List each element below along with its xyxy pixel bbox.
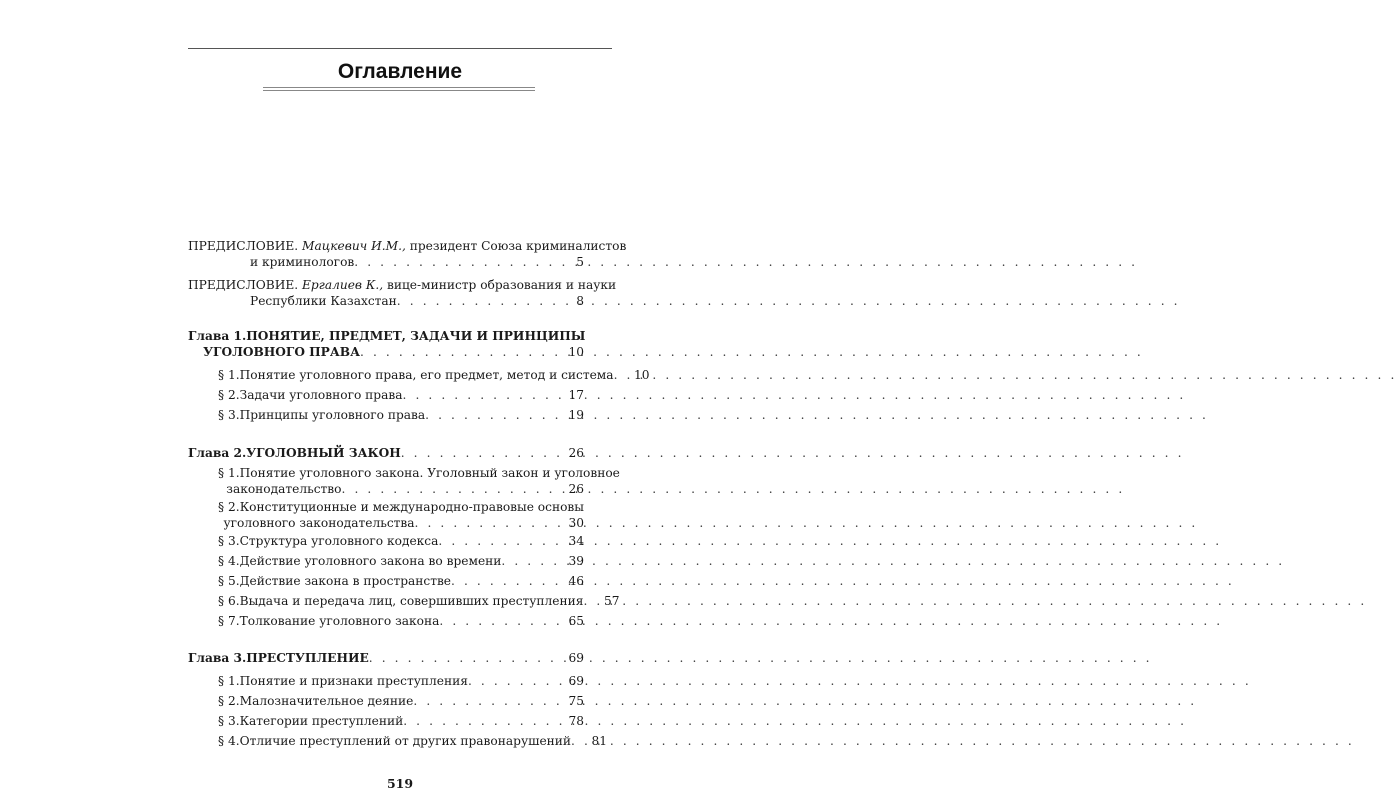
toc-section-entry — [188, 533, 584, 549]
entry-line — [188, 693, 584, 709]
toc-section-entry — [188, 407, 584, 423]
entry-title: Действие закона в пространстве — [239, 574, 452, 588]
entry-line — [188, 533, 584, 549]
toc-section-entry — [188, 693, 584, 709]
entry-line — [188, 515, 584, 531]
dot-leader — [415, 515, 558, 531]
entry-page-number: 81 — [591, 734, 608, 748]
dot-leader — [439, 613, 558, 629]
entry-page-number: 65 — [568, 614, 584, 628]
entry-line — [188, 650, 584, 666]
entry-line — [188, 293, 584, 309]
entry-title: Принципы уголовного права — [239, 408, 426, 422]
dot-leader — [438, 533, 558, 549]
dot-leader — [354, 254, 558, 270]
toc-chapter-entry — [188, 328, 584, 360]
toc-section-entry — [188, 499, 584, 531]
entry-label: Глава 3. — [188, 651, 247, 665]
toc-section-entry — [188, 733, 608, 749]
entry-title: ПОНЯТИЕ, ПРЕДМЕТ, ЗАДАЧИ И ПРИНЦИПЫ — [246, 329, 586, 343]
dot-leader — [583, 593, 593, 609]
entry-label: § 7. — [218, 614, 240, 628]
entry-page-number: 34 — [568, 534, 584, 548]
page-title: Оглавление — [337, 60, 463, 83]
dot-leader — [403, 713, 558, 729]
toc-preface-entry — [188, 277, 617, 309]
entry-line — [188, 733, 608, 749]
entry-label: § 3. — [218, 534, 240, 548]
entry-page-number: 26 — [568, 446, 584, 460]
preface-text: вице-министр образования и науки — [386, 278, 617, 292]
entry-line — [188, 613, 584, 629]
entry-label: § 2. — [218, 388, 240, 402]
dot-leader — [369, 650, 558, 666]
toc-section-entry — [188, 367, 650, 383]
entry-line — [188, 407, 584, 423]
toc-section-entry — [188, 465, 620, 497]
entry-title: уголовного законодательства — [223, 516, 415, 530]
dot-leader — [451, 573, 558, 589]
entry-label: § 3. — [218, 408, 240, 422]
dot-leader — [571, 733, 581, 749]
entry-line — [188, 328, 584, 344]
toc-preface-entry — [188, 238, 627, 270]
entry-title: Выдача и передача лиц, совершивших преступления — [239, 594, 584, 608]
entry-title: Задачи уголовного права — [239, 388, 403, 402]
preface-text: Республики Казахстан — [250, 294, 397, 308]
title-double-rule — [263, 87, 535, 91]
page-number: 519 — [386, 776, 414, 791]
entry-line — [188, 238, 627, 254]
entry-page-number: 10 — [634, 368, 650, 382]
entry-line — [188, 254, 584, 270]
entry-page-number: 10 — [568, 345, 584, 359]
toc-section-entry — [188, 553, 584, 569]
entry-label: Глава 2. — [188, 446, 247, 460]
entry-line — [188, 481, 584, 497]
entry-page-number: 69 — [568, 651, 584, 665]
entry-title: Структура уголовного кодекса — [239, 534, 439, 548]
entry-page-number: 30 — [568, 516, 584, 530]
entry-title: Толкование уголовного закона — [239, 614, 440, 628]
dot-leader — [468, 673, 558, 689]
top-rule — [188, 48, 612, 49]
entry-label: Глава 1. — [188, 329, 247, 343]
entry-page-number: 69 — [568, 674, 584, 688]
dot-leader — [360, 344, 558, 360]
preface-label: ПРЕДИСЛОВИЕ. — [188, 278, 299, 292]
dot-leader — [614, 367, 624, 383]
preface-author: Ергалиев К., — [301, 278, 384, 292]
entry-line — [188, 713, 584, 729]
toc-chapter-entry — [188, 650, 584, 666]
entry-page-number: 39 — [568, 554, 584, 568]
entry-page-number: 46 — [568, 574, 584, 588]
entry-title: Понятие уголовного закона. Уголовный закон и уголовное — [239, 466, 620, 480]
dot-leader — [403, 387, 558, 403]
entry-title: законодательство — [226, 482, 342, 496]
entry-title: Малозначительное деяние — [239, 694, 414, 708]
entry-title: Понятие и признаки преступления — [239, 674, 468, 688]
dot-leader — [413, 693, 558, 709]
dot-leader — [397, 293, 558, 309]
dot-leader — [501, 553, 558, 569]
entry-line — [188, 277, 617, 293]
entry-line — [188, 553, 584, 569]
dot-leader — [401, 445, 558, 461]
entry-label: § 2. — [218, 694, 240, 708]
preface-text: президент Союза криминалистов — [409, 239, 627, 253]
entry-label: § 4. — [218, 734, 240, 748]
entry-page-number: 26 — [568, 482, 584, 496]
entry-title: Конституционные и международно-правовые основы — [239, 500, 584, 514]
dot-leader — [342, 481, 559, 497]
entry-page-number: 75 — [568, 694, 584, 708]
entry-label: § 6. — [218, 594, 240, 608]
entry-label: § 1. — [218, 368, 240, 382]
toc-chapter-entry — [188, 445, 584, 461]
entry-title: Категории преступлений — [239, 714, 404, 728]
entry-page-number: 8 — [576, 294, 584, 308]
preface-text: и криминологов — [250, 255, 355, 269]
entry-line — [188, 465, 620, 481]
toc-section-entry — [188, 593, 620, 609]
entry-title: ПРЕСТУПЛЕНИЕ — [246, 651, 369, 665]
entry-page-number: 19 — [568, 408, 584, 422]
entry-label: § 5. — [218, 574, 240, 588]
entry-title: Действие уголовного закона во времени — [239, 554, 502, 568]
entry-line — [188, 344, 584, 360]
entry-label: § 1. — [218, 466, 240, 480]
entry-line — [188, 387, 584, 403]
entry-title: УГОЛОВНОГО ПРАВА — [203, 345, 361, 359]
toc-section-entry — [188, 387, 584, 403]
entry-label: § 2. — [218, 500, 240, 514]
entry-page-number: 5 — [576, 255, 584, 269]
entry-line — [188, 445, 584, 461]
toc-section-entry — [188, 573, 584, 589]
preface-author: Мацкевич И.М., — [301, 239, 406, 253]
entry-page-number: 57 — [603, 594, 620, 608]
entry-line — [188, 367, 650, 383]
entry-line — [188, 499, 584, 515]
entry-label: § 1. — [218, 674, 240, 688]
entry-line — [188, 573, 584, 589]
entry-label: § 4. — [218, 554, 240, 568]
entry-title: Понятие уголовного права, его предмет, метод и система — [239, 368, 614, 382]
entry-line — [188, 593, 620, 609]
entry-page-number: 78 — [568, 714, 584, 728]
entry-title: УГОЛОВНЫЙ ЗАКОН — [246, 446, 401, 460]
toc-section-entry — [188, 713, 584, 729]
entry-line — [188, 673, 584, 689]
entry-title: Отличие преступлений от других правонарушений — [239, 734, 572, 748]
toc-section-entry — [188, 673, 584, 689]
entry-page-number: 17 — [568, 388, 584, 402]
preface-label: ПРЕДИСЛОВИЕ. — [188, 239, 299, 253]
entry-label: § 3. — [218, 714, 240, 728]
dot-leader — [425, 407, 558, 423]
toc-section-entry — [188, 613, 584, 629]
